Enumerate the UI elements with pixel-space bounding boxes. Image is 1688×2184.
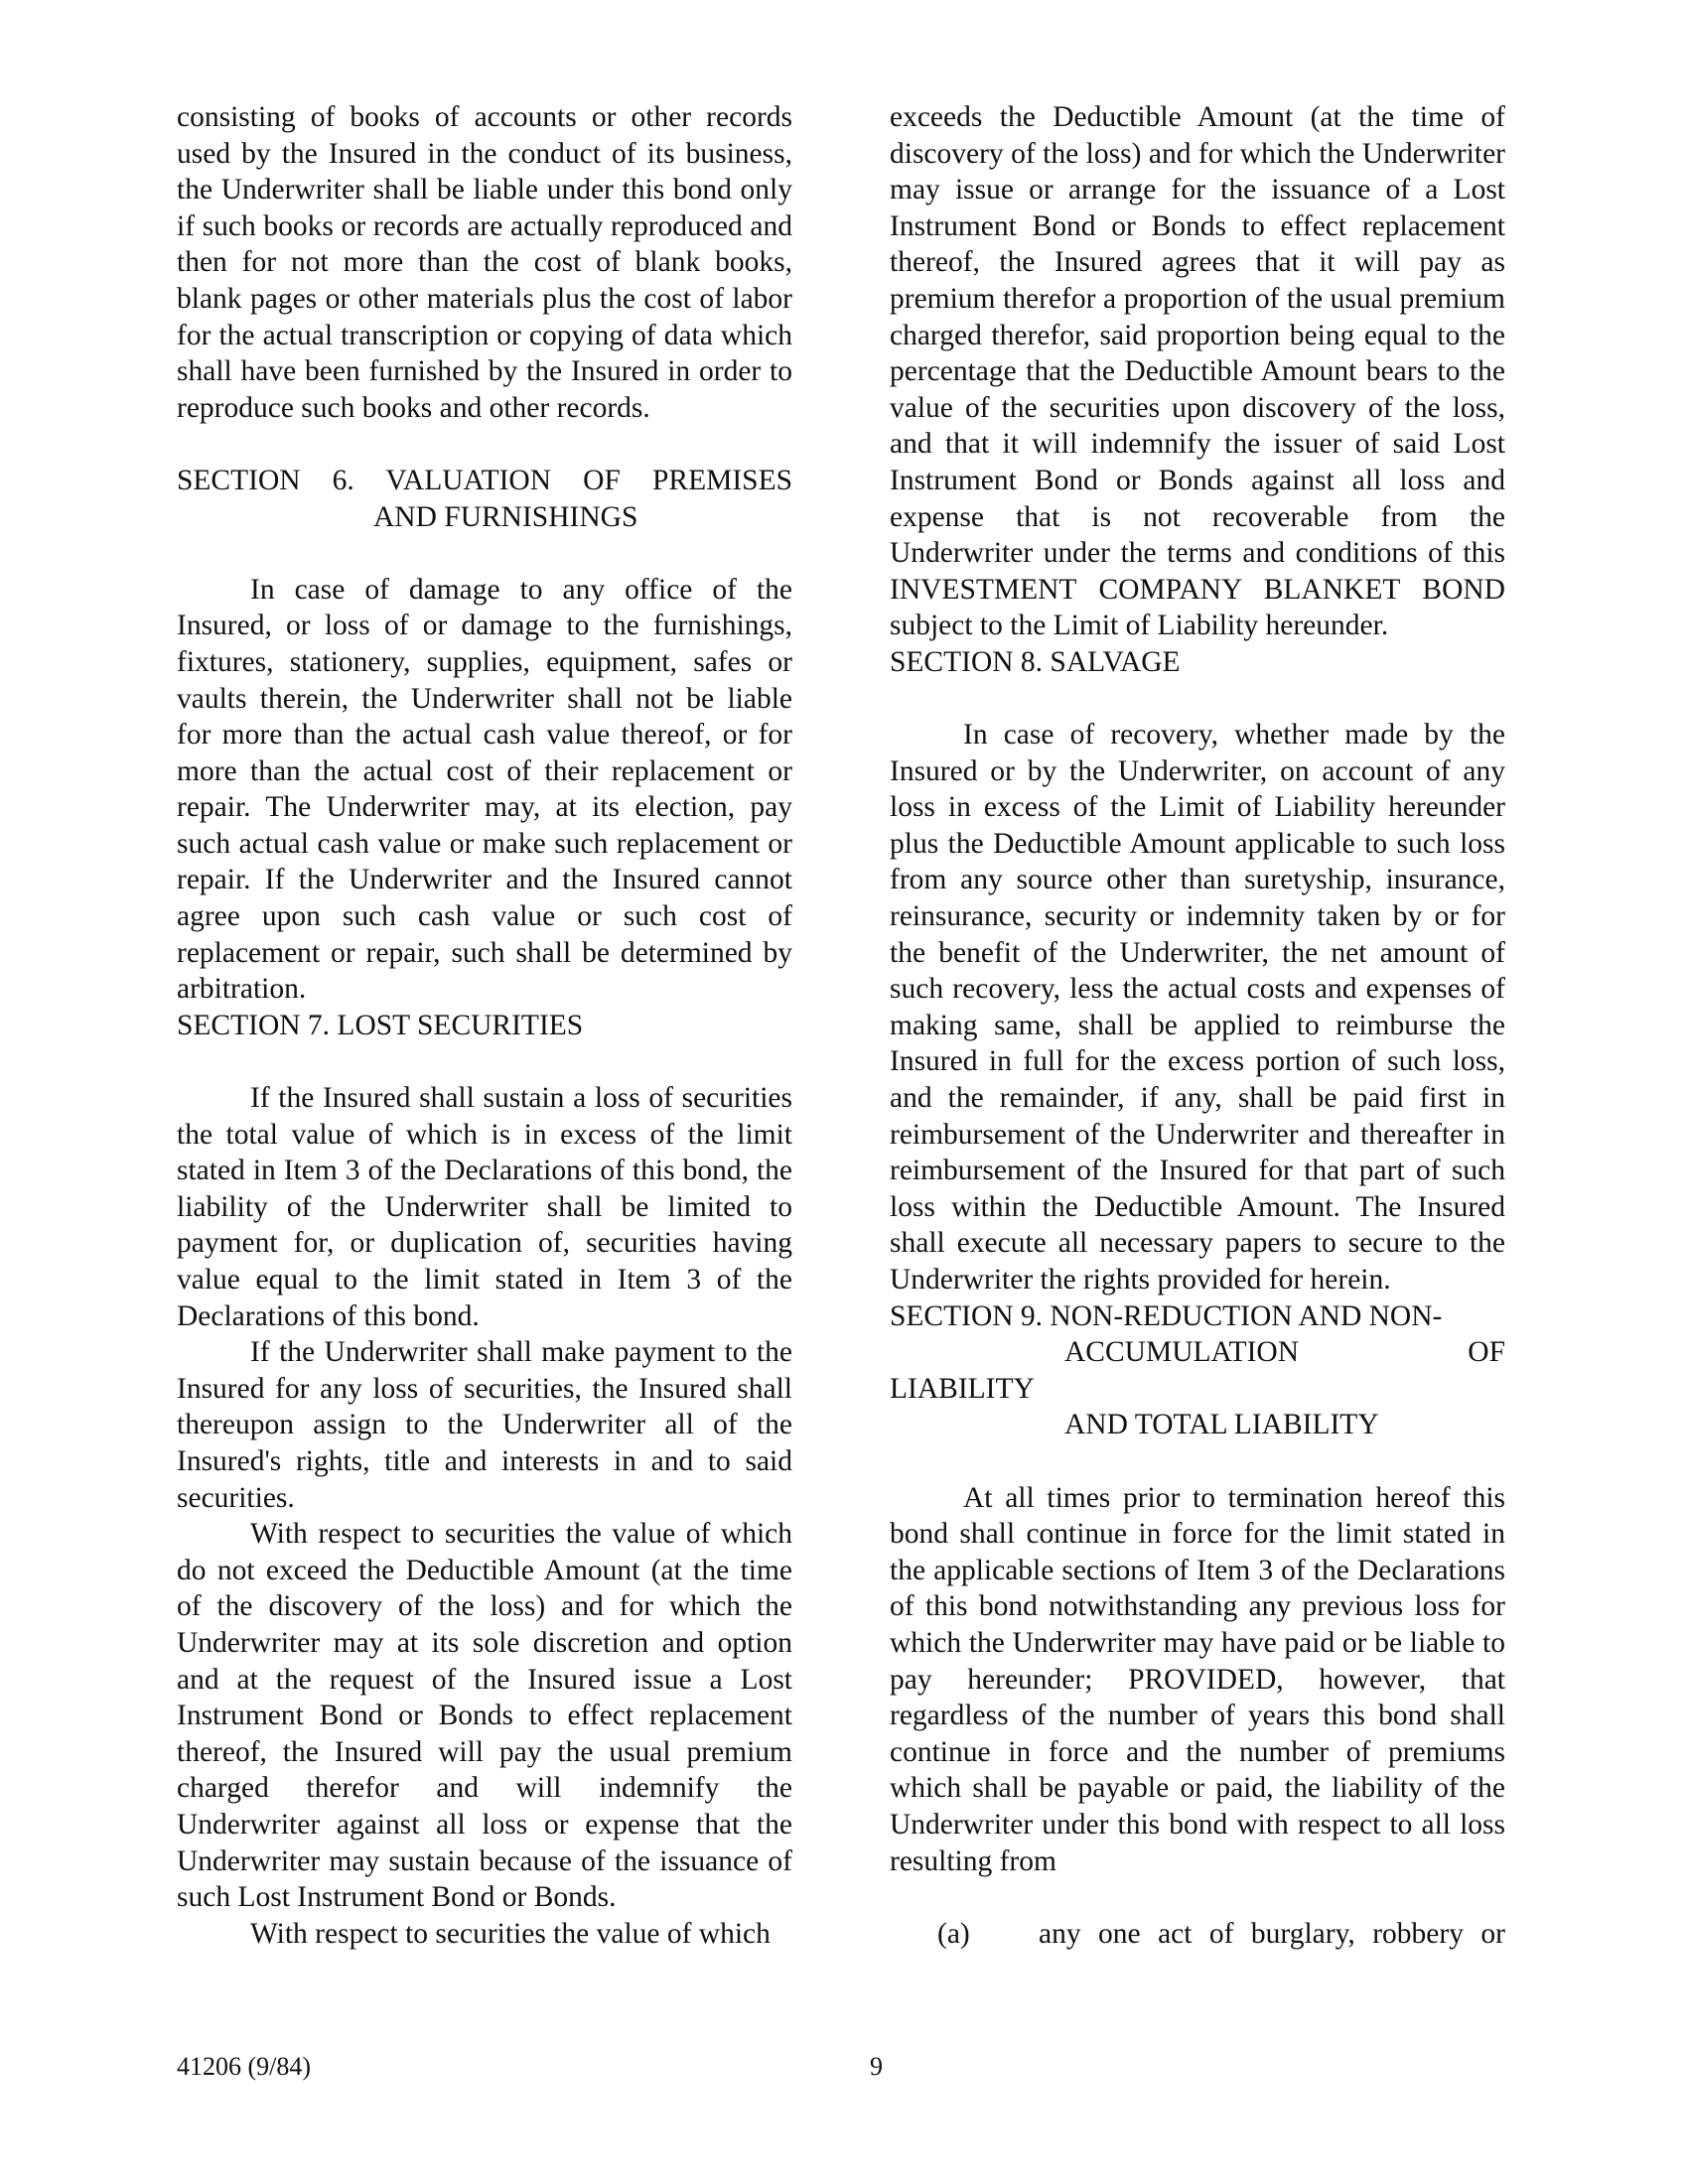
section-7-paragraph-2: If the Underwriter shall make payment to the Insured for any loss of securities, the Insured shall thereupon assign to the Underwriter all of the Insured's rights, title and interests in and to said securities. — [177, 1336, 792, 1514]
section-9-heading-line3: LIABILITY — [890, 1372, 1035, 1405]
section-8-paragraph: In case of recovery, whether made by the Insured or by the Underwriter, on account of any loss in excess of the Limit of Liability hereunder plus the Deductible Amount applicable to such loss from any source other than suretyship, insurance, reinsurance, security or indemnity taken by or for the benefit of the Underwriter, the net amount of such recovery, less the actual costs and expenses of making same, shall be applied to reimburse the Insured in full for the excess portion of such loss, and the remainder, if any, shall be paid first in reimbursement of the Underwriter and thereafter in reimbursement of the Insured for that part of such loss within the Deductible Amount. The Insured shall execute all necessary papers to secure to the Underwriter the rights provided for herein. — [890, 719, 1505, 1296]
section-7-paragraph-3: With respect to securities the value of which do not exceed the Deductible Amount (at the time of the discovery of the loss) and for which the Underwriter may at its sole discretion and option and at the request of the Insured issue a Lost Instrument Bond or Bonds to effect replacement thereof, the Insured will pay the usual premium charged therefor and will indemnify the Underwriter against all loss or expense that the Underwriter may sustain because of the issuance of such Lost Instrument Bond or Bonds. — [177, 1518, 792, 1914]
section-6-paragraph: In case of damage to any office of the Insured, or loss of or damage to the furnishings, fixtures, stationery, supplies, equipment, safes or vaults therein, the Underwriter shall not be liable for more than the actual cash value thereof, or for more than the actual cost of their replacement or repair. The Underwriter may, at its election, pay such actual cash value or make such replacement or repair. If the Underwriter and the Insured cannot agree upon such cash value or such cost of replacement or repair, such shall be determined by arbitration. — [177, 573, 792, 1006]
page-number: 9 — [870, 2052, 883, 2081]
section-6-heading-line1: SECTION 6. VALUATION OF PREMISES — [177, 464, 792, 496]
section-8-heading: SECTION 8. SALVAGE — [890, 645, 1181, 678]
list-item-a-text: any one act of burglary, robbery or — [1039, 1917, 1505, 1950]
continued-paragraph: exceeds the Deductible Amount (at the time of discovery of the loss) and for which the Underwriter may issue or arrange for the issuance of a Lost Instrument Bond or Bonds to effect replacement thereof, the Insured agrees that it will pay as premium therefor a proportion of the usual premium charged therefor, said proportion being equal to the percentage that the Deductible Amount bears to the value of the securities upon discovery of the loss, and that it will indemnify the issuer of said Lost Instrument Bond or Bonds against all loss and expense that is not recoverable from the Underwriter under the terms and conditions of this INVESTMENT COMPANY BLANKET BOND subject to the Limit of Liability hereunder. — [890, 101, 1505, 642]
list-item-a — [890, 1916, 1505, 1953]
left-column — [177, 99, 792, 1952]
list-item-a-label: (a) — [937, 1917, 970, 1950]
right-column — [890, 99, 1505, 1952]
form-number: 41206 (9/84) — [177, 2052, 312, 2081]
section-9-heading-accumulation: ACCUMULATION — [1064, 1336, 1299, 1369]
section-9-paragraph: At all times prior to termination hereof this bond shall continue in force for the limit stated in the applicable sections of Item 3 of the Declarations of this bond notwithstanding any previous loss for which the Underwriter may have paid or be liable to pay hereunder; PROVIDED, however, that regardless of the number of years this bond shall continue in force and the number of premiums which shall be payable or paid, the liability of the Underwriter under this bond with respect to all loss resulting from — [890, 1481, 1505, 1877]
section-6-heading — [177, 463, 792, 535]
section-6-heading-line2: AND FURNISHINGS — [373, 500, 638, 533]
section-7-heading: SECTION 7. LOST SECURITIES — [177, 1009, 584, 1041]
intro-paragraph: consisting of books of accounts or other records used by the Insured in the conduct of its business, the Underwriter shall be liable under this bond only if such books or records are actually reproduced and then for not more than the cost of blank books, blank pages or other materials plus the cost of labor for the actual transcription or copying of data which shall have been furnished by the Insured in order to reproduce such books and other records. — [177, 101, 792, 424]
section-7-paragraph-4: With respect to securities the value of which — [250, 1917, 771, 1950]
section-9-heading-of: OF — [1468, 1336, 1505, 1369]
section-9-heading-line4: AND TOTAL LIABILITY — [1064, 1409, 1379, 1441]
section-9-heading-line1: SECTION 9. NON-REDUCTION AND NON- — [890, 1299, 1443, 1332]
section-7-paragraph-1: If the Insured shall sustain a loss of securities the total value of which is in excess of the limit stated in Item 3 of the Declarations of this bond, the liability of the Underwriter shall be limited to payment for, or duplication of, securities having value equal to the limit stated in Item 3 of the Declarations of this bond. — [177, 1082, 792, 1332]
section-9-heading-line2 — [890, 1334, 1505, 1371]
section-9-heading — [890, 1298, 1505, 1443]
